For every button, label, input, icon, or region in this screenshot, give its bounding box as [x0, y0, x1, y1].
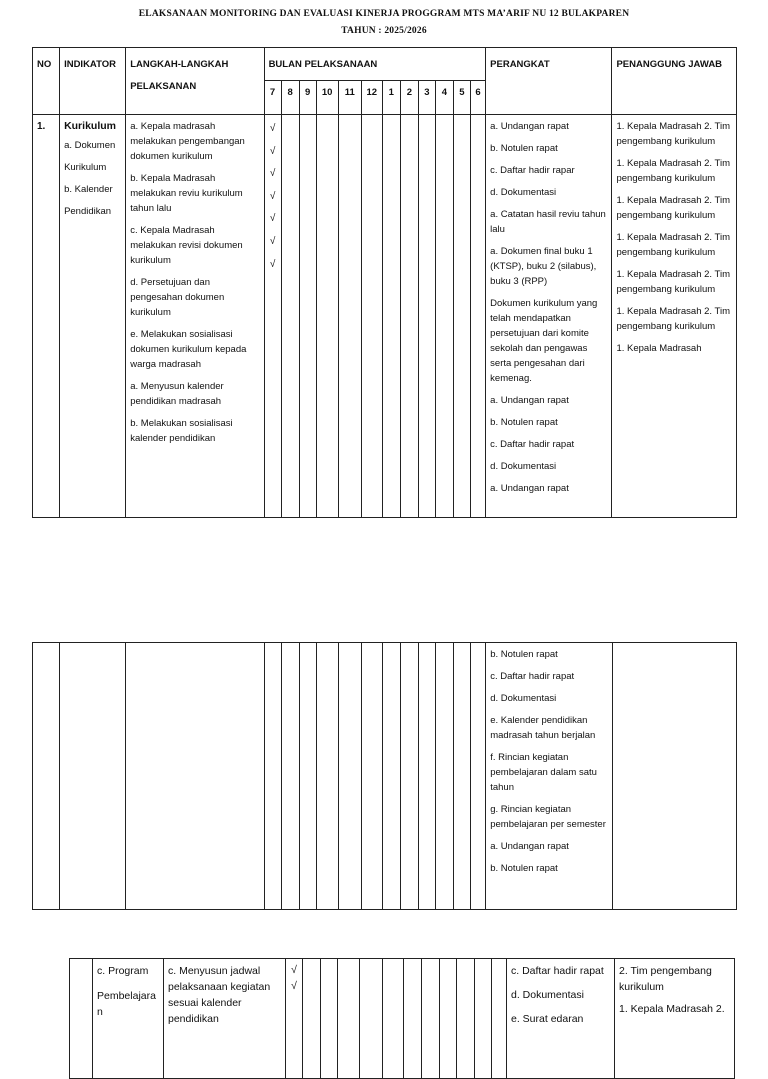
month-cell	[400, 115, 418, 518]
perangkat-item: a. Undangan rapat	[490, 483, 569, 494]
perangkat-item: c. Daftar hadir rapat	[490, 671, 575, 682]
month-cell	[436, 643, 454, 910]
check-mark: √	[269, 258, 276, 270]
header-indikator: INDIKATOR	[60, 48, 126, 115]
month-cell-7	[264, 115, 281, 518]
pj-item: 1. Kepala Madrasah 2. Tim pengembang kurikulum	[616, 269, 731, 295]
check-mark: √	[269, 213, 276, 225]
empty-cell	[126, 643, 264, 910]
check-mark: √	[269, 235, 276, 247]
header-langkah: LANGKAH-LANGKAH PELAKSANAN	[126, 48, 264, 115]
check-mark: √	[269, 168, 276, 180]
table-row	[70, 959, 735, 1079]
month-header: 12	[361, 81, 382, 115]
indikator-item: Pembelajara n	[97, 990, 156, 1018]
month-cell	[281, 115, 299, 518]
langkah-cell	[164, 959, 286, 1079]
continuation-table	[32, 642, 737, 910]
month-cell	[418, 115, 435, 518]
month-cell	[435, 115, 453, 518]
perangkat-cell	[486, 643, 612, 910]
month-cell	[404, 959, 422, 1079]
perangkat-item: a. Catatan hasil reviu tahun lalu	[490, 209, 606, 235]
month-header: 11	[338, 81, 361, 115]
perangkat-item: g. Rincian kegiatan pembelajaran per semester	[490, 804, 606, 830]
month-cell-7	[286, 959, 303, 1079]
step-item: c. Menyusun jadwal pelaksanaan kegiatan sesuai kalender pendidikan	[168, 965, 271, 1025]
check-mark: √	[269, 190, 276, 202]
month-cell	[338, 115, 361, 518]
month-cell	[338, 959, 360, 1079]
month-cell	[360, 959, 383, 1079]
month-cell	[475, 959, 492, 1079]
indikator-title: Kurikulum	[64, 120, 116, 132]
check-mark: √	[269, 123, 276, 134]
month-cell	[303, 959, 321, 1079]
header-perangkat: PERANGKAT	[486, 48, 612, 115]
program-table	[69, 958, 735, 1079]
month-cell	[383, 959, 404, 1079]
pj-item: 1. Kepala Madrasah 2.	[619, 1003, 725, 1015]
perangkat-item: a. Dokumen final buku 1 (KTSP), buku 2 (silabus), buku 3 (RPP)	[490, 246, 597, 287]
month-cell	[471, 643, 486, 910]
document-year: TAHUN : 2025/2026	[341, 26, 427, 36]
month-cell	[281, 643, 299, 910]
pj-item: 2. Tim pengembang kurikulum	[619, 965, 712, 993]
month-cell	[457, 959, 475, 1079]
empty-cell	[612, 643, 736, 910]
month-cell	[382, 115, 400, 518]
document-title: ELAKSANAAN MONITORING DAN EVALUASI KINERJA PROGGRAM MTS MA’ARIF NU 12 BULAKPAREN	[138, 9, 630, 19]
indikator-item: b. Kalender	[64, 184, 113, 195]
indikator-cell	[93, 959, 164, 1079]
month-header: 1	[382, 81, 400, 115]
month-cell	[453, 115, 470, 518]
month-header: 4	[435, 81, 453, 115]
empty-cell	[70, 959, 93, 1079]
perangkat-item: a. Undangan rapat	[490, 121, 569, 132]
month-cell	[382, 643, 400, 910]
penanggung-jawab-cell	[615, 959, 735, 1079]
penanggung-jawab-cell	[612, 115, 737, 518]
empty-cell	[33, 643, 60, 910]
check-mark: √	[291, 980, 297, 992]
month-cell	[264, 643, 281, 910]
month-cell	[440, 959, 457, 1079]
month-cell	[316, 643, 338, 910]
monitoring-table	[32, 47, 737, 518]
check-mark: √	[269, 145, 276, 157]
pj-item: 1. Kepala Madrasah	[616, 343, 702, 354]
month-header: 6	[470, 81, 485, 115]
month-header: 9	[299, 81, 316, 115]
step-item: a. Menyusun kalender pendidikan madrasah	[130, 381, 224, 407]
pj-item: 1. Kepala Madrasah 2. Tim pengembang kurikulum	[616, 158, 731, 184]
perangkat-item: f. Rincian kegiatan pembelajaran dalam satu tahun	[490, 752, 597, 793]
month-header: 2	[400, 81, 418, 115]
perangkat-item: b. Notulen rapat	[490, 143, 558, 154]
month-cell	[361, 643, 382, 910]
perangkat-item: a. Undangan rapat	[490, 841, 569, 852]
perangkat-item: d. Dokumentasi	[490, 693, 557, 704]
month-cell	[422, 959, 440, 1079]
row-number: 1.	[33, 115, 60, 518]
month-cell	[299, 115, 316, 518]
month-header: 3	[418, 81, 435, 115]
indikator-item: Pendidikan	[64, 206, 112, 217]
perangkat-item: d. Dokumentasi	[490, 187, 557, 198]
month-header: 10	[316, 81, 338, 115]
perangkat-item: c. Daftar hadir rapat	[511, 965, 604, 977]
perangkat-item: b. Notulen rapat	[490, 417, 558, 428]
step-item: e. Melakukan sosialisasi dokumen kurikulum kepada warga madrasah	[130, 329, 247, 370]
month-cell	[316, 115, 338, 518]
month-header: 5	[453, 81, 470, 115]
month-cell	[419, 643, 436, 910]
perangkat-item: Dokumen kurikulum yang telah mendapatkan persetujuan dari komite sekolah dan pengawas serta pengesahan dari kemenag.	[490, 298, 598, 384]
indikator-item: a. Dokumen	[64, 140, 116, 151]
perangkat-item: d. Dokumentasi	[490, 461, 557, 472]
perangkat-cell	[486, 115, 612, 518]
pj-item: 1. Kepala Madrasah 2. Tim pengembang kurikulum	[616, 306, 731, 332]
perangkat-item: b. Notulen rapat	[490, 863, 558, 874]
month-cell	[454, 643, 471, 910]
header-penanggung-jawab: PENANGGUNG JAWAB	[612, 48, 737, 115]
perangkat-item: e. Surat edaran	[511, 1013, 584, 1025]
month-cell	[361, 115, 382, 518]
month-cell	[492, 959, 507, 1079]
perangkat-item: d. Dokumentasi	[511, 989, 584, 1001]
month-cell	[401, 643, 419, 910]
step-item: d. Persetujuan dan pengesahan dokumen kurikulum	[130, 277, 225, 318]
month-cell	[321, 959, 338, 1079]
table-row	[33, 115, 737, 518]
pj-item: 1. Kepala Madrasah 2. Tim pengembang kurikulum	[616, 232, 731, 258]
step-item: c. Kepala Madrasah melakukan revisi dokumen kurikulum	[130, 225, 243, 266]
perangkat-item: e. Kalender pendidikan madrasah tahun berjalan	[490, 715, 596, 741]
indikator-item: c. Program	[97, 965, 149, 977]
step-item: a. Kepala madrasah melakukan pengembangan dokumen kurikulum	[130, 121, 245, 162]
month-header: 7	[264, 81, 281, 115]
empty-cell	[60, 643, 126, 910]
langkah-cell	[126, 115, 264, 518]
month-cell	[470, 115, 485, 518]
header-bulan: BULAN PELAKSANAAN	[264, 48, 486, 81]
step-item: b. Melakukan sosialisasi kalender pendidikan	[130, 418, 233, 444]
perangkat-cell	[507, 959, 615, 1079]
perangkat-item: c. Daftar hadir rapat	[490, 439, 575, 450]
header-no: NO	[33, 48, 60, 115]
perangkat-item: b. Notulen rapat	[490, 649, 558, 660]
table-row	[33, 643, 737, 910]
perangkat-item: a. Undangan rapat	[490, 395, 569, 406]
month-cell	[338, 643, 361, 910]
check-mark: √	[291, 964, 297, 976]
indikator-item: Kurikulum	[64, 162, 107, 173]
month-cell	[299, 643, 316, 910]
indikator-cell	[60, 115, 126, 518]
pj-item: 1. Kepala Madrasah 2. Tim pengembang kurikulum	[616, 121, 731, 147]
pj-item: 1. Kepala Madrasah 2. Tim pengembang kurikulum	[616, 195, 731, 221]
month-header: 8	[281, 81, 299, 115]
step-item: b. Kepala Madrasah melakukan reviu kurikulum tahun lalu	[130, 173, 243, 214]
perangkat-item: c. Daftar hadir rapar	[490, 165, 575, 176]
